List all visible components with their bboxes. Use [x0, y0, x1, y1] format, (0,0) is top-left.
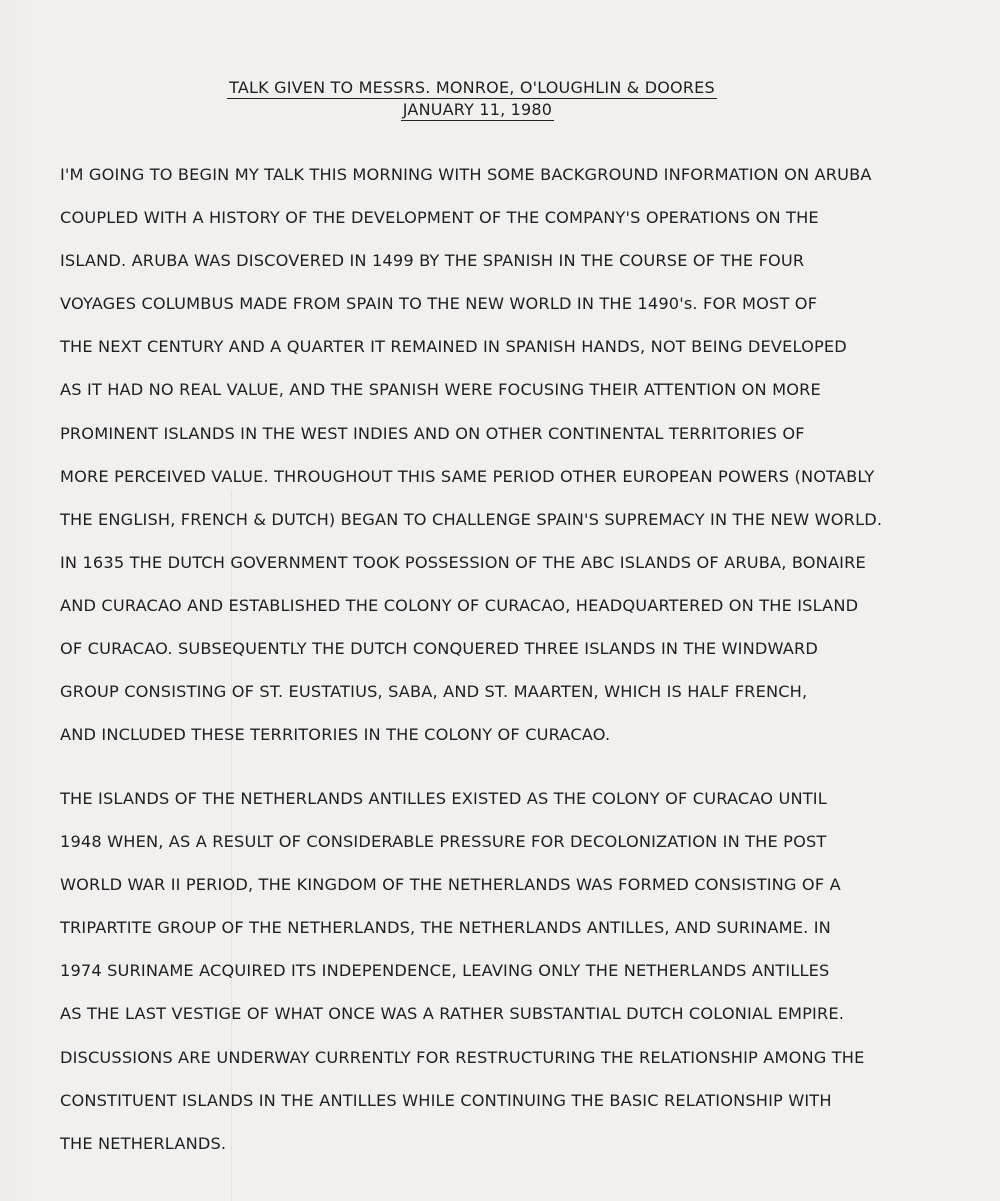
paragraph-1 — [60, 153, 960, 756]
text-line: THE NETHERLANDS. — [60, 1133, 227, 1153]
text-line: GROUP CONSISTING OF ST. EUSTATIUS, SABA, AND ST. MAARTEN, WHICH IS HALF FRENCH, — [60, 682, 808, 702]
text-line: 1974 SURINAME ACQUIRED ITS INDEPENDENCE, LEAVING ONLY THE NETHERLANDS ANTILLES — [60, 961, 830, 981]
text-line: I'M GOING TO BEGIN MY TALK THIS MORNING WITH SOME BACKGROUND INFORMATION ON ARUBA — [60, 165, 872, 184]
text-line: AS IT HAD NO REAL VALUE, AND THE SPANISH WERE FOCUSING THEIR ATTENTION ON MORE — [60, 380, 821, 400]
text-line: DISCUSSIONS ARE UNDERWAY CURRENTLY FOR RESTRUCTURING THE RELATIONSHIP AMONG THE — [60, 1047, 865, 1067]
document-title: TALK GIVEN TO MESSRS. MONROE, O'LOUGHLIN & DOORES — [229, 78, 715, 97]
text-line: VOYAGES COLUMBUS MADE FROM SPAIN TO THE NEW WORLD IN THE 1490's. FOR MOST OF — [60, 294, 818, 314]
text-line: TRIPARTITE GROUP OF THE NETHERLANDS, THE NETHERLANDS ANTILLES, AND SURINAME. IN — [60, 918, 831, 938]
text-line: THE ENGLISH, FRENCH & DUTCH) BEGAN TO CHALLENGE SPAIN'S SUPREMACY IN THE NEW WORLD. — [60, 509, 883, 529]
text-line: THE NEXT CENTURY AND A QUARTER IT REMAINED IN SPANISH HANDS, NOT BEING DEVELOPED — [60, 337, 847, 357]
text-line: 1948 WHEN, AS A RESULT OF CONSIDERABLE PRESSURE FOR DECOLONIZATION IN THE POST — [60, 832, 827, 852]
paragraph-2 — [60, 777, 960, 1165]
text-line: OF CURACAO. SUBSEQUENTLY THE DUTCH CONQUERED THREE ISLANDS IN THE WINDWARD — [60, 639, 818, 659]
text-line: AS THE LAST VESTIGE OF WHAT ONCE WAS A RATHER SUBSTANTIAL DUTCH COLONIAL EMPIRE. — [60, 1004, 845, 1024]
text-line: THE ISLANDS OF THE NETHERLANDS ANTILLES EXISTED AS THE COLONY OF CURACAO UNTIL — [60, 789, 827, 808]
text-line: IN 1635 THE DUTCH GOVERNMENT TOOK POSSESSION OF THE ABC ISLANDS OF ARUBA, BONAIRE — [60, 552, 866, 572]
text-line: AND CURACAO AND ESTABLISHED THE COLONY OF CURACAO, HEADQUARTERED ON THE ISLAND — [60, 595, 859, 615]
text-line: AND INCLUDED THESE TERRITORIES IN THE COLONY OF CURACAO. — [60, 725, 611, 745]
text-line: WORLD WAR II PERIOD, THE KINGDOM OF THE NETHERLANDS WAS FORMED CONSISTING OF A — [60, 875, 841, 895]
text-line: PROMINENT ISLANDS IN THE WEST INDIES AND ON OTHER CONTINENTAL TERRITORIES OF — [60, 423, 805, 443]
text-line: COUPLED WITH A HISTORY OF THE DEVELOPMENT OF THE COMPANY'S OPERATIONS ON THE — [60, 208, 819, 228]
text-line: MORE PERCEIVED VALUE. THROUGHOUT THIS SAME PERIOD OTHER EUROPEAN POWERS (NOTABLY — [60, 466, 875, 486]
document-title-block — [0, 78, 1000, 122]
text-line: ISLAND. ARUBA WAS DISCOVERED IN 1499 BY THE SPANISH IN THE COURSE OF THE FOUR — [60, 251, 805, 271]
text-line: CONSTITUENT ISLANDS IN THE ANTILLES WHILE CONTINUING THE BASIC RELATIONSHIP WITH — [60, 1090, 832, 1110]
document-date: JANUARY 11, 1980 — [402, 100, 553, 119]
